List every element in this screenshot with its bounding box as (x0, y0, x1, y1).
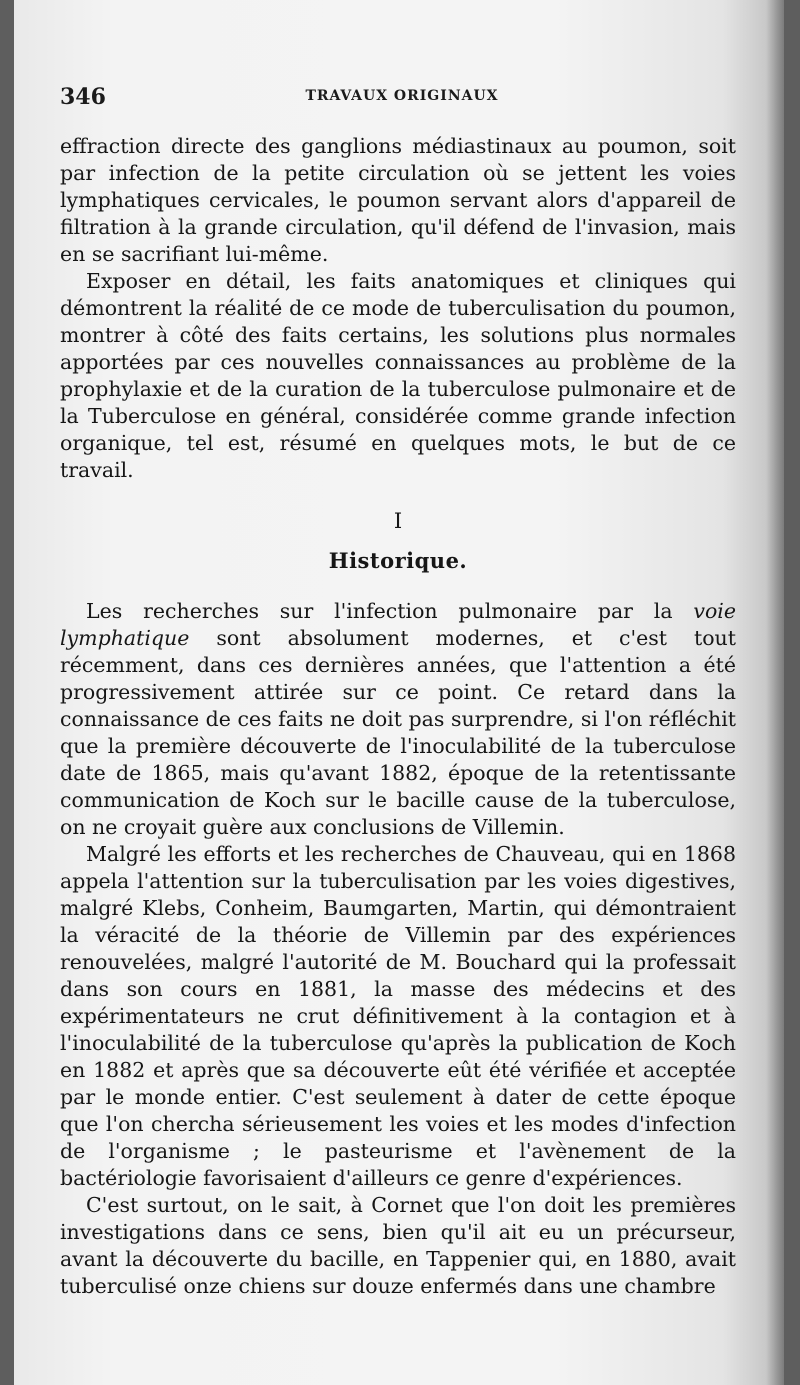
paragraph-historique-1-start: Les recherches sur l'infection pulmonaire par la (86, 599, 694, 623)
page-number: 346 (60, 84, 106, 110)
section-title: Historique. (328, 548, 468, 573)
page-edge-shadow (766, 0, 784, 1385)
page-header (60, 84, 744, 114)
italic-voie-lymphatique: voie lymphatique (60, 599, 736, 650)
paragraph-historique-1 (60, 598, 736, 841)
paragraph-continuation: effraction directe des ganglions médiastinaux au poumon, soit par infection de la petite circulation où se jettent les voies lymphatiques cervicales, le poumon servant alors d'appareil de filtration à la grande circulation, qu'il défend de l'invasion, mais en se sacrifiant lui-même. (60, 134, 736, 266)
paragraph-historique-1-rest: sont absolument modernes, et c'est tout récemment, dans ces dernières années, que l'attention a été progressivement attirée sur ce point. Ce retard dans la connaissance de ces faits ne doit pas surprendre, si l'on réfléchit que la première découverte de l'inoculabilité de la tuberculose date de 1865, mais qu'avant 1882, époque de la retentissante communication de Koch sur le bacille cause de la tuberculose, on ne croyait guère aux conclusions de Villemin. (60, 626, 736, 839)
section-number: I (393, 509, 403, 533)
running-title: TRAVAUX ORIGINAUX (305, 88, 499, 104)
paragraph-historique-2: Malgré les efforts et les recherches de Chauveau, qui en 1868 appela l'attention sur la tuberculisation par les voies digestives, malgré Klebs, Conheim, Baumgarten, Martin, qui démontraient la véracité de la théorie de Villemin par des expériences renouvelées, malgré l'autorité de M. Bouchard qui la professait dans son cours en 1881, la masse des médecins et des expérimentateurs ne crut définitivement à la contagion et à l'inoculabilité de la tuberculose qu'après la publication de Koch en 1882 et après que sa découverte eût été vérifiée et acceptée par le monde entier. C'est seulement à dater de cette époque que l'on chercha sérieusement les voies et les modes d'infection de l'organisme ; le pasteurisme et l'avènement de la bactériologie favorisaient d'ailleurs ce genre d'expériences. (60, 842, 736, 1190)
body-text (60, 133, 736, 1300)
paragraph-objective: Exposer en détail, les faits anatomiques et cliniques qui démontrent la réalité de ce mode de tuberculisation du poumon, montrer à côté des faits certains, les solutions plus normales apportées par ces nouvelles connaissances au problème de la prophylaxie et de la curation de la tuberculose pulmonaire et de la Tuberculose en général, considérée comme grande infection organique, tel est, résumé en quelques mots, le but de ce travail. (60, 269, 736, 482)
scanned-page (14, 0, 784, 1385)
paragraph-historique-3: C'est surtout, on le sait, à Cornet que l'on doit les premières investigations dans ce sens, bien qu'il ait eu un précurseur, avant la découverte du bacille, en Tappenier qui, en 1880, avait tuberculisé onze chiens sur douze enfermés dans une chambre (60, 1193, 736, 1298)
